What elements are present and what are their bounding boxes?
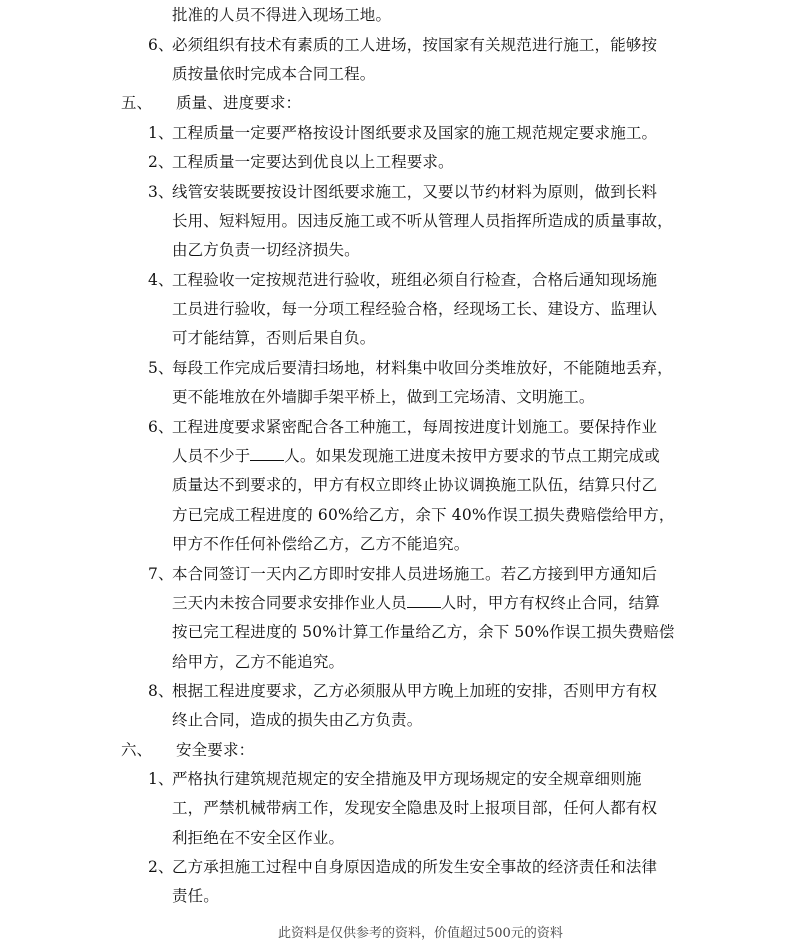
- text-line: 方已完成工程进度的 60%给乙方，余下 40%作误工损失费赔偿给甲方，: [172, 506, 675, 524]
- text-line: 长用、短料短用。因违反施工或不听从管理人员指挥所造成的质量事故，: [172, 212, 673, 230]
- text-line: 本合同签订一天内乙方即时安排人员进场施工。若乙方接到甲方通知后: [172, 565, 658, 583]
- text-line: 质量达不到要求的，甲方有权立即终止协议调换施工队伍，结算只付乙: [172, 476, 658, 494]
- text-line: 工，严禁机械带病工作，发现安全隐患及时上报项目部，任何人都有权: [172, 799, 658, 817]
- footer-note: 此资料是仅供参考的资料，价值超过500元的资料: [278, 926, 563, 941]
- text-line: 责任。: [172, 887, 219, 905]
- list-item-number: 1、: [148, 124, 174, 142]
- text-line: 可才能结算，否则后果自负。: [172, 329, 376, 347]
- text-line: [172, 446, 660, 466]
- text-line: 工程进度要求紧密配合各工种施工，每周按进度计划施工。要保持作业: [172, 418, 658, 436]
- section-heading: 质量、进度要求：: [176, 94, 302, 112]
- text-line: 必须组织有技术有素质的工人进场，按国家有关规范进行施工，能够按: [172, 36, 658, 54]
- text-line: 按已完工程进度的 50%计算工作量给乙方，余下 50%作误工损失费赔偿: [172, 623, 675, 641]
- text-line: 批准的人员不得进入现场工地。: [172, 6, 392, 24]
- text-segment: 人。如果发现施工进度未按甲方要求的节点工期完成或: [284, 447, 660, 465]
- list-item-number: 6、: [148, 36, 174, 54]
- list-item-number: 3、: [148, 183, 174, 201]
- list-item-number: 8、: [148, 682, 174, 700]
- text-line: 工程质量一定要达到优良以上工程要求。: [172, 153, 454, 171]
- list-item-number: 2、: [148, 858, 174, 876]
- list-item-number: 4、: [148, 271, 174, 289]
- fill-in-blank: [250, 446, 284, 461]
- text-line: 给甲方，乙方不能追究。: [172, 653, 345, 671]
- text-line: 由乙方负责一切经济损失。: [172, 241, 360, 259]
- text-line: [172, 593, 660, 613]
- text-line: 甲方不作任何补偿给乙方，乙方不能追究。: [172, 535, 470, 553]
- text-line: 利拒绝在不安全区作业。: [172, 829, 345, 847]
- text-line: 每段工作完成后要清扫场地，材料集中收回分类堆放好，不能随地丢弃，: [172, 359, 673, 377]
- section-heading: 安全要求：: [176, 741, 255, 759]
- list-item-number: 6、: [148, 418, 174, 436]
- list-item-number: 5、: [148, 359, 174, 377]
- text-segment: 人时，甲方有权终止合同，结算: [440, 594, 660, 612]
- text-line: 根据工程进度要求，乙方必须服从甲方晚上加班的安排，否则甲方有权: [172, 682, 658, 700]
- text-line: 线管安装既要按设计图纸要求施工，又要以节约材料为原则，做到长料: [172, 183, 658, 201]
- list-item-number: 1、: [148, 770, 174, 788]
- text-segment: 人员不少于: [172, 447, 251, 465]
- text-line: 工程验收一定按规范进行验收，班组必须自行检查，合格后通知现场施: [172, 271, 658, 289]
- text-line: 质按量依时完成本合同工程。: [172, 65, 376, 83]
- text-line: 严格执行建筑规范规定的安全措施及甲方现场规定的安全规章细则施: [172, 770, 642, 788]
- section-number: 五、: [121, 94, 153, 112]
- fill-in-blank: [407, 593, 441, 608]
- text-line: 工员进行验收，每一分项工程经验合格，经现场工长、建设方、监理认: [172, 300, 658, 318]
- list-item-number: 7、: [148, 565, 174, 583]
- section-number: 六、: [121, 741, 153, 759]
- text-line: 更不能堆放在外墙脚手架平桥上，做到工完场清、文明施工。: [172, 388, 595, 406]
- text-segment: 三天内未按合同要求安排作业人员: [172, 594, 407, 612]
- text-line: 工程质量一定要严格按设计图纸要求及国家的施工规范规定要求施工。: [172, 124, 658, 142]
- text-line: 乙方承担施工过程中自身原因造成的所发生安全事故的经济责任和法律: [172, 858, 658, 876]
- list-item-number: 2、: [148, 153, 174, 171]
- text-line: 终止合同，造成的损失由乙方负责。: [172, 711, 423, 729]
